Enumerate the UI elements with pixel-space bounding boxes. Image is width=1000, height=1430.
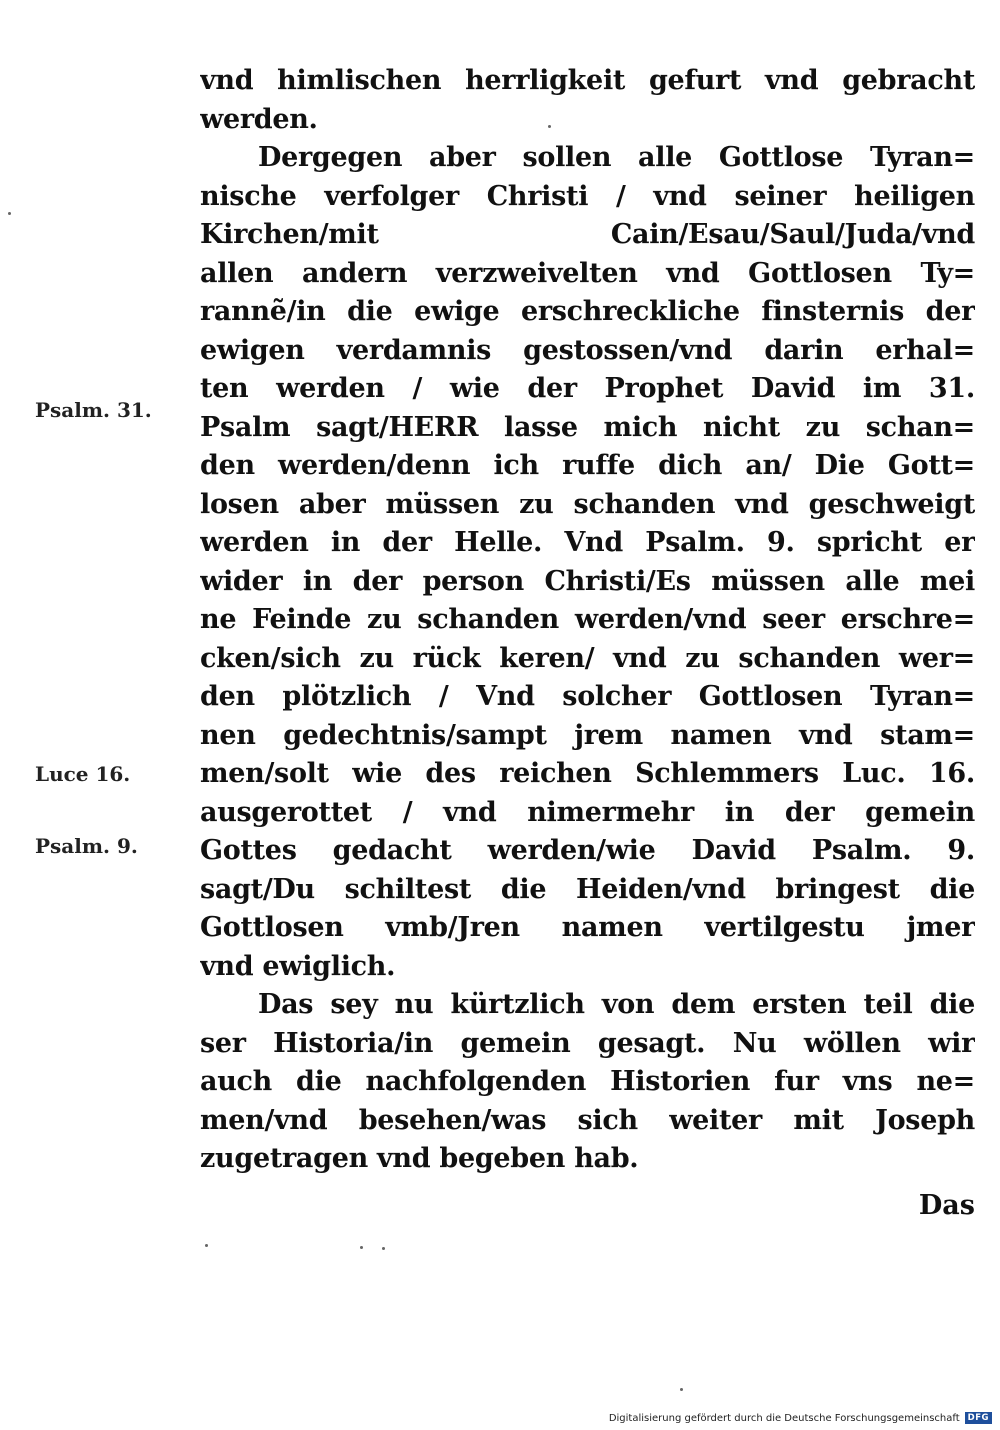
text-line: vnd himlischen herrligkeit gefurt vnd gebracht <box>200 65 975 96</box>
text-line: ewigen verdamnis gestossen/vnd darin erhal= <box>200 334 975 366</box>
scan-speck <box>680 1388 683 1391</box>
text-line: nen gedechtnis/sampt jrem namen vnd stam= <box>200 719 975 751</box>
text-line: ten werden / wie der Prophet David im 31. <box>200 373 975 404</box>
margin-note-psalm-9: Psalm. 9. <box>35 834 138 858</box>
text-line: Das sey nu kürtzlich von dem ersten teil die <box>258 989 975 1020</box>
scan-speck <box>382 1247 385 1250</box>
funding-note: Digitalisierung gefördert durch die Deutsche Forschungsgemeinschaft <box>608 1412 960 1424</box>
body-text <box>200 62 975 1229</box>
text-line: auch die nachfolgenden Historien fur vns ne= <box>200 1066 975 1097</box>
text-line: cken/sich zu rück keren/ vnd zu schanden wer= <box>200 642 975 674</box>
margin-note-psalm-31: Psalm. 31. <box>35 398 152 422</box>
text-line: rannẽ/in die ewige erschreckliche finsternis der <box>200 296 975 327</box>
catchword-row <box>200 1179 975 1229</box>
text-line: allen andern verzweivelten vnd Gottlosen Ty= <box>200 257 975 289</box>
text-line: men/vnd besehen/was sich weiter mit Joseph <box>200 1104 975 1136</box>
text-line: werden. <box>200 103 318 135</box>
text-line: ausgerottet / vnd nimermehr in der gemein <box>200 796 975 828</box>
text-line: Gottes gedacht werden/wie David Psalm. 9. <box>200 835 975 866</box>
text-line: wider in der person Christi/Es müssen alle mei <box>200 565 975 597</box>
text-line: nische verfolger Christi / vnd seiner heiligen <box>200 180 975 212</box>
text-line: Gottlosen vmb/Jren namen vertilgestu jmer <box>200 912 975 943</box>
digitization-footer <box>609 1412 992 1424</box>
text-line: den plötzlich / Vnd solcher Gottlosen Tyran= <box>200 681 975 712</box>
scan-speck <box>360 1246 363 1249</box>
scan-speck <box>548 125 551 128</box>
dfg-logo: DFG <box>965 1412 992 1424</box>
margin-note-luce-16: Luce 16. <box>35 762 131 786</box>
text-line: werden in der Helle. Vnd Psalm. 9. spricht er <box>200 527 975 558</box>
scan-speck <box>205 1244 208 1247</box>
text-line: losen aber müssen zu schanden vnd geschweigt <box>200 488 975 520</box>
text-line: Dergegen aber sollen alle Gottlose Tyran= <box>258 142 975 173</box>
text-line: ne Feinde zu schanden werden/vnd seer erschre= <box>200 604 975 635</box>
text-line: men/solt wie des reichen Schlemmers Luc. 16. <box>200 758 975 789</box>
text-line: vnd ewiglich. <box>200 950 396 982</box>
scan-speck <box>8 212 11 215</box>
text-line: den werden/denn ich ruffe dich an/ Die Gott= <box>200 450 975 481</box>
catchword: Das <box>918 1189 975 1221</box>
text-line: Psalm sagt/HERR lasse mich nicht zu schan= <box>200 411 975 443</box>
text-line: sagt/Du schiltest die Heiden/vnd bringest die <box>200 873 975 905</box>
text-line: zugetragen vnd begeben hab. <box>200 1143 639 1174</box>
text-line: ser Historia/in gemein gesagt. Nu wöllen wir <box>200 1027 975 1059</box>
text-line: Kirchen/mit Cain/Esau/Saul/Juda/vnd <box>200 219 975 250</box>
